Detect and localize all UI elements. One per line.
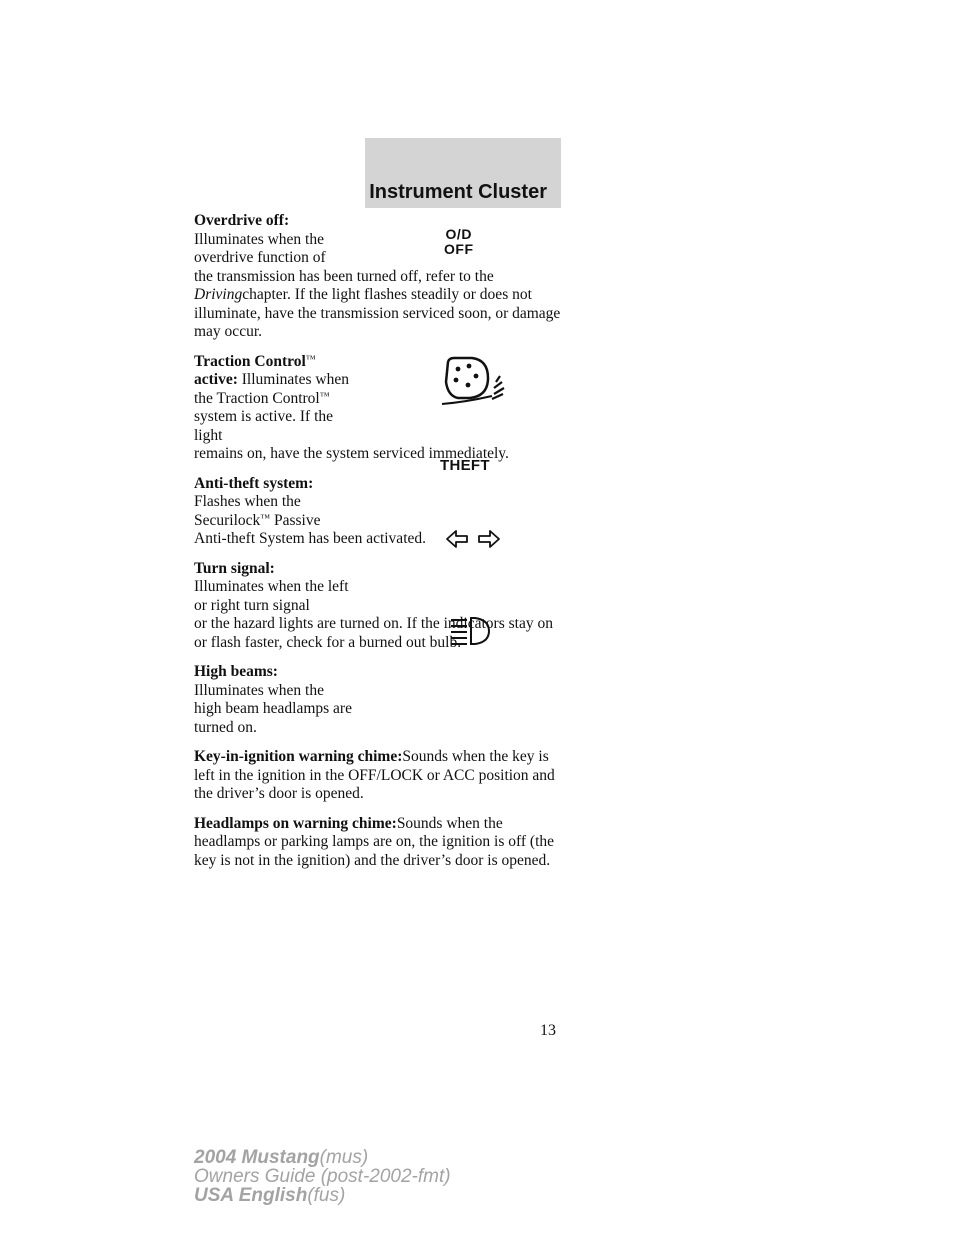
entry-turn-signal bbox=[194, 560, 564, 653]
overdrive-lead bbox=[194, 212, 354, 268]
entry-high-beams bbox=[194, 663, 564, 737]
antitheft-lead bbox=[194, 475, 354, 531]
turn-title: Turn signal: bbox=[194, 559, 275, 577]
trademark-symbol: ™ bbox=[319, 390, 330, 402]
overdrive-icon-bottom: OFF bbox=[444, 241, 474, 257]
overdrive-body bbox=[194, 268, 564, 342]
trademark-symbol: ™ bbox=[305, 353, 316, 365]
entry-key-chime bbox=[194, 748, 564, 804]
turn-wrap-text: Illuminates when the left or right turn signal bbox=[194, 578, 349, 614]
antitheft-title: Anti-theft system: bbox=[194, 474, 314, 492]
antitheft-body: Anti-theft System has been activated. bbox=[194, 530, 427, 547]
footer-line-2: Owners Guide (post-2002-fmt) bbox=[194, 1166, 451, 1187]
traction-text-1: Illuminates when the Traction Control bbox=[194, 371, 349, 407]
theft-icon: THEFT bbox=[440, 457, 490, 474]
entry-overdrive-off bbox=[194, 212, 564, 342]
overdrive-icon-top: O/D bbox=[445, 226, 472, 242]
overdrive-wrap-text: Illuminates when the overdrive function of bbox=[194, 230, 326, 266]
traction-text-2: system is active. If the light bbox=[194, 408, 334, 444]
highbeam-title: High beams: bbox=[194, 663, 278, 680]
traction-lead bbox=[194, 353, 354, 446]
section-title: Instrument Cluster bbox=[369, 181, 547, 203]
entry-headlamp-chime bbox=[194, 815, 564, 871]
page-number: 13 bbox=[540, 1022, 556, 1039]
traction-title: Traction Control bbox=[194, 352, 306, 370]
footer-language-code: (fus) bbox=[307, 1185, 346, 1206]
footer-line-3 bbox=[194, 1186, 451, 1205]
header-box bbox=[365, 138, 561, 208]
highbeam-lead bbox=[194, 663, 354, 737]
trademark-symbol: ™ bbox=[260, 512, 271, 524]
entry-traction-control bbox=[194, 353, 564, 464]
antitheft-text-2: Passive bbox=[273, 511, 321, 529]
overdrive-text-a: the transmission has been turned off, refer to the bbox=[194, 267, 494, 285]
keychime-title: Key-in-ignition warning chime: bbox=[194, 748, 403, 765]
page-content bbox=[194, 212, 564, 881]
antitheft-text-1: Flashes when the Securilock bbox=[194, 493, 301, 529]
overdrive-title: Overdrive off: bbox=[194, 212, 290, 229]
turn-body: or the hazard lights are turned on. If the indicators stay on or flash faster, check for a burned out bulb. bbox=[194, 615, 553, 651]
keychime-text: Sounds when the key is left in the ignition in the OFF/LOCK or ACC position and the driver’s door is opened. bbox=[194, 748, 555, 802]
headchime-text: Sounds when the headlamps or parking lamps are on, the ignition is off (the key is not in the ignition) and the driver’s door is opened. bbox=[194, 814, 555, 869]
highbeam-wrap-text: Illuminates when the high beam headlamps are turned on. bbox=[194, 681, 352, 736]
turn-lead bbox=[194, 560, 354, 616]
overdrive-driving-ref: Driving bbox=[194, 286, 243, 303]
footer-line-1 bbox=[194, 1148, 451, 1167]
overdrive-text-b: chapter. If the light flashes steadily or does not illuminate, have the transmission serviced soon, or damage may occur. bbox=[194, 286, 561, 340]
traction-title-suffix: active: bbox=[194, 371, 238, 388]
headchime-title: Headlamps on warning chime: bbox=[194, 814, 397, 832]
footer bbox=[194, 1148, 451, 1205]
traction-body: remains on, have the system serviced immediately. bbox=[194, 445, 509, 462]
footer-model-code: (mus) bbox=[319, 1147, 369, 1168]
footer-model: 2004 Mustang bbox=[194, 1147, 320, 1168]
footer-language: USA English bbox=[194, 1185, 308, 1206]
entry-anti-theft bbox=[194, 475, 564, 549]
